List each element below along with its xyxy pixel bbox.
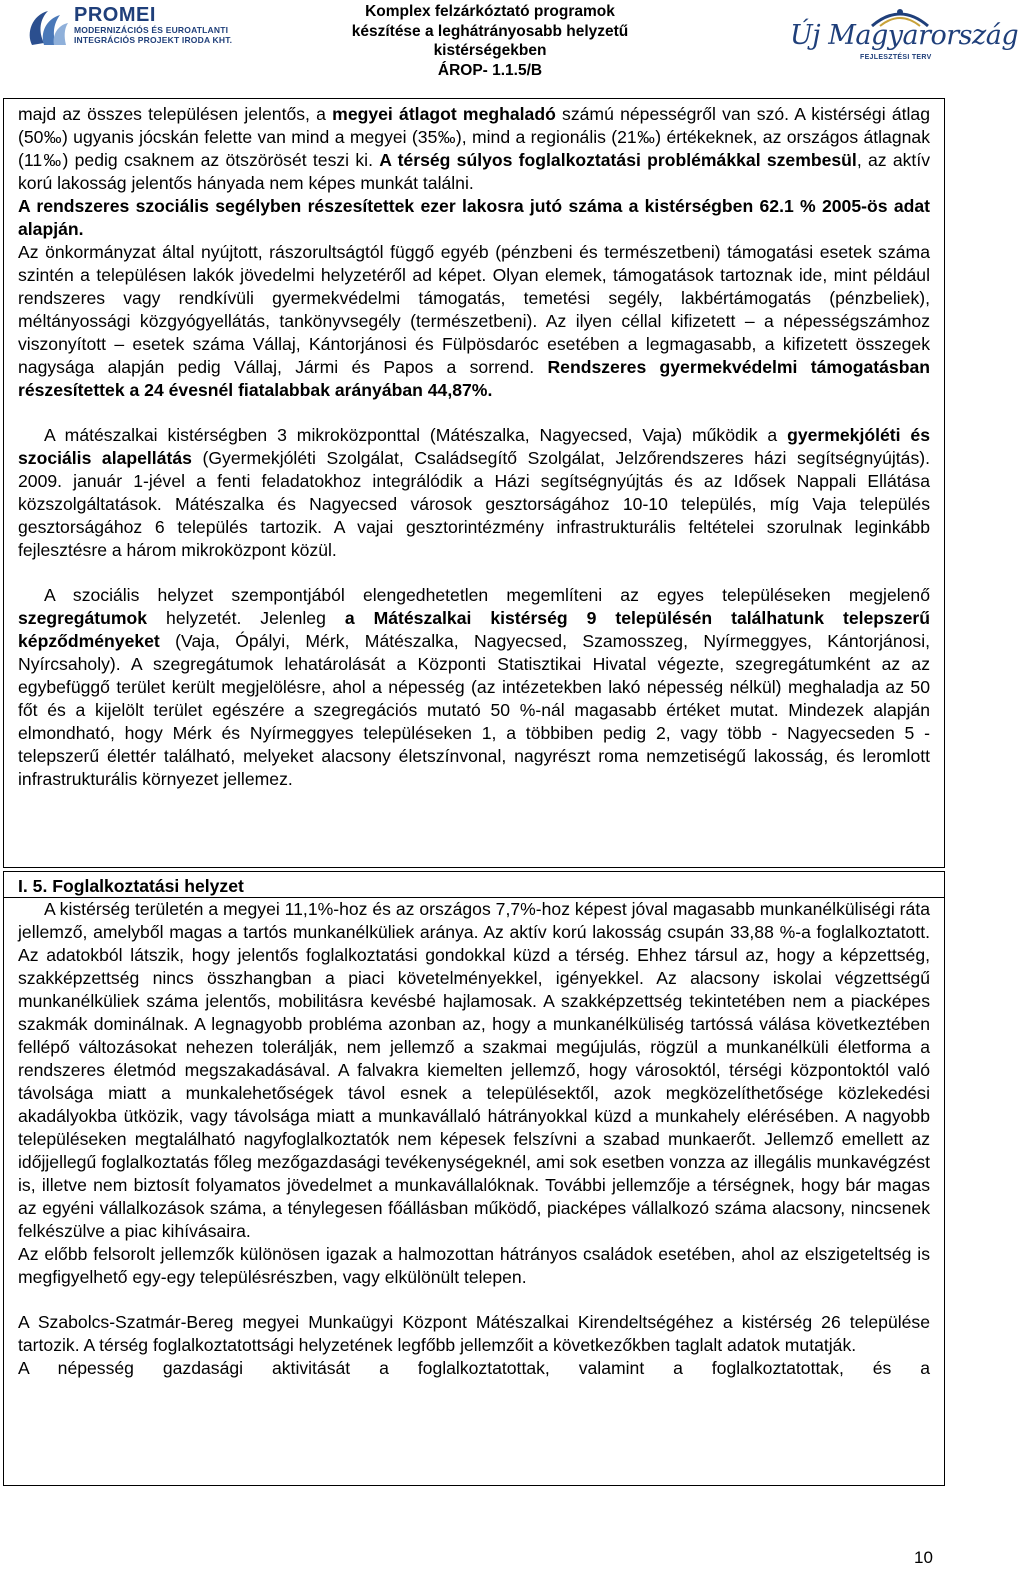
paragraph-disadvantaged: Az előbb felsorolt jellemzők különösen igazak a halmozottan hátrányos családok esetében, ahol az elszigeteltség is megfigyelhető egy-egy településrészben, vagy elkülönült telepen.	[18, 1244, 930, 1287]
promei-subtitle-1: MODERNIZÁCIÓS ÉS EUROATLANTI	[74, 25, 229, 35]
bold-span: A rendszeres szociális segélyben részesítettek ezer lakosra jutó száma a kistérségben 62.1 % 2005-ös adat alapján.	[18, 196, 930, 239]
title-line-2: készítése a leghátrányosabb helyzetű	[351, 22, 629, 40]
bold-span: szegregátumok	[18, 608, 148, 628]
paragraph-gap	[4, 562, 944, 584]
program-title	[300, 2, 680, 80]
title-line-3: kistérségekben	[433, 42, 547, 59]
bold-span: megyei átlagot meghaladó	[332, 104, 556, 124]
bold-span: gyermekjóléti és szociális alapellátás	[18, 425, 930, 468]
paragraph-unemployment: A kistérség területén a megyei 11,1%-hoz és az országos 7,7%-hoz képest jóval magasabb munkanélküliségi ráta jellemző, amelyből magas a tartós munkanélküliek aránya. Az aktív korú lakosság csupán 33,88 %-a foglalkoztatott. Az adatokból látszik, hogy jelentős foglalkoztatási gondokkal küzd a térség. Ehhez társul az, hogy a képzettség, szakképzettség nincs összhangban a piaci követelményekkel, igényekkel. Az alacsony iskolai végzettségű munkanélküliek száma jelentős, mobilitásra kevésbé hajlamosak. A szakképzettség tekintetében nem a piacképes szakmák dominálnak. A legnagyobb probléma azonban az, hogy a munkanélküliség tartóssá válása következtében fellépő változásokat nehezen tolerálják, nem jellemző a szakmai megújulás, rögzül a munkanélküli életforma a rendszeres életmód megszakadásával. A falvakra kiemelten jellemző, hogy városoktól, térségi központoktól való távolsága miatt a munkalehetőségek távol esnek a településektől, azok megközelíthetősége közlekedési akadályokba ütközik, vagy távolsága miatt a munkavállaló hátrányokkal küzd a munkahely elérésében. A nagyobb településeken megtalálható nagyfoglalkoztatók nem képesek felszívni a szabad munkaerőt. Jellemző emellett az időjjellegű foglalkoztatás főleg mezőgazdasági tevékenységeknél, ami sok esetben vonzza az illegális munkavégzést is, illetve nem biztosít folyamatos jövedelmet a munkavállalóknak. További jellemzője a térségnek, hogy bár magas az egyéni vállalkozások száma, a ténylegesen főállásban működő, piacképes vállalkozó száma alacsony, nincsenek felkészülve a piac kihívásaira.	[18, 899, 930, 1241]
promei-brand: PROMEI	[74, 4, 156, 26]
text-span: (Gyermekjóléti Szolgálat, Családsegítő Szolgálat, Jelzőrendszeres házi segítségnyújtás). 2009. január 1-jével a fenti feladatokhoz integrálódik a Házi segítségnyújtás és az Idősek Nappali Ellátása közszolgáltatások. Mátészalka és Nagyecsed városok gesztorságához 10-10 település, míg Vaja település gesztorságához 6 település tartozik. A vajai gesztorintézmény infrastrukturális feltételei szorulnak leginkább fejlesztésre a három mikroközpont közül.	[18, 448, 931, 560]
paragraph-labour-office: A Szabolcs-Szatmár-Bereg megyei Munkaügyi Központ Mátészalkai Kirendeltségéhez a kistérség 26 települése tartozik. A térség foglalkoztatottsági helyzetének legfőbb jellemzőit a következőkben taglalt adatok mutatják.	[18, 1312, 930, 1355]
bold-span: Rendszeres gyermekvédelmi támogatásban részesítettek a 24 évesnél fiatalabbak arányában 44,87%.	[18, 357, 930, 400]
text-span: helyzetét. Jelenleg	[147, 608, 345, 628]
promei-logo	[22, 5, 232, 53]
uj-magyarorszag-wordmark: Új Magyarország	[790, 20, 1018, 51]
paragraph-gap	[4, 1289, 944, 1311]
paragraph-activity: A népesség gazdasági aktivitását a foglalkoztatottak, valamint a foglalkoztatottak, és a	[18, 1358, 930, 1378]
text-span: (Vaja, Ópályi, Mérk, Mátészalka, Nagyecsed, Szamosszeg, Nyírmeggyes, Kántorjánosi, Nyírcsaholy). A szegregátumok lehatárolását a Központi Statisztikai Hivatal végezte, szegregátumként az az egybefüggő terület került megjelölésre, ahol a népesség (az intézetekben lakó népesség nélkül) meghaladja az 50 főt és a kijelölt terület egészére a szegregációs mutató 50 %-nál magasabb értéket mutat. Mindezek alapján elmondható, hogy Mérk és Nyírmeggyes településeken 1, a többiben pedig 2, vagy több - Nagyecseden 5 - telepszerű élettér található, melyeket alacsony életszínvonal, nagyrészt roma nemzetiségű lakosság, és leromlott infrastrukturális környezet jellemez.	[18, 631, 930, 789]
text-box-employment	[3, 871, 945, 1486]
uj-magyarorszag-logo	[790, 6, 1018, 66]
title-line-4: ÁROP- 1.1.5/B	[437, 61, 543, 79]
text-span: majd az összes településen jelentős, a	[18, 104, 333, 124]
text-span: Az önkormányzat által nyújtott, rászorultságtól függő egyéb (pénzbeni és természetbeni) támogatási esetek száma szintén a településen lakók jövedelmi helyzetéről ad képet. Olyan elemek, támogatások tartoznak ide, mint például rendszeres vagy rendkívüli gyermekvédelmi támogatás, temetési segély, lakbértámogatás (pénzbeliek), méltányossági közgyógyellátás, tankönyvsegély (természetbeni). Az ilyen céllal kifizetett – a népességszámhoz viszonyított – esetek száma Vállaj, Kántorjánosi és Fülpösdaróc esetében a legmagasabb, a kifizetett összegek nagysága alapján pedig Vállaj, Jármi és Papos a sorrend.	[18, 242, 930, 377]
promei-swirl-icon	[22, 5, 70, 51]
title-line-1: Komplex felzárkóztató programok	[365, 3, 615, 20]
bold-span: A térség súlyos foglalkoztatási problémákkal szembesül	[379, 150, 857, 170]
paragraph-segregates	[18, 584, 930, 791]
section-heading: I. 5. Foglalkoztatási helyzet	[4, 875, 944, 898]
page-number: 10	[914, 1548, 933, 1567]
paragraph-social-aid	[18, 195, 930, 241]
fejlesztesi-terv-label: FEJLESZTÉSI TERV	[860, 54, 932, 61]
text-span: számú népességről van szó. A kistérségi átlag (50‰) ugyanis jócskán felette van mind a megyei (35‰), mind a regionális (21‰) értékeknek, az országos átlagnak (11‰) pedig csaknem az ötszörösét teszi ki.	[18, 104, 930, 170]
promei-subtitle-2: INTEGRÁCIÓS PROJEKT IRODA KHT.	[74, 35, 233, 45]
text-span: A mátészalkai kistérségben 3 mikroközponttal (Mátészalka, Nagyecsed, Vaja) működik a	[44, 425, 788, 445]
paragraph-microcenters	[18, 424, 930, 562]
text-span: , az aktív korú lakosság jelentős hányada nem képes munkát találni.	[18, 150, 931, 193]
page-header	[0, 0, 1018, 92]
bold-span: a Mátészalkai kistérség 9 településén találhatunk telepszerű képződményeket	[18, 608, 930, 651]
paragraph-support-cases	[18, 241, 930, 402]
text-box-social	[3, 98, 945, 868]
text-span: A szociális helyzet szempontjából elengedhetetlen megemlíteni az egyes településeken megjelenő	[44, 585, 930, 605]
paragraph-gap	[4, 402, 944, 424]
paragraph-population	[18, 103, 930, 195]
